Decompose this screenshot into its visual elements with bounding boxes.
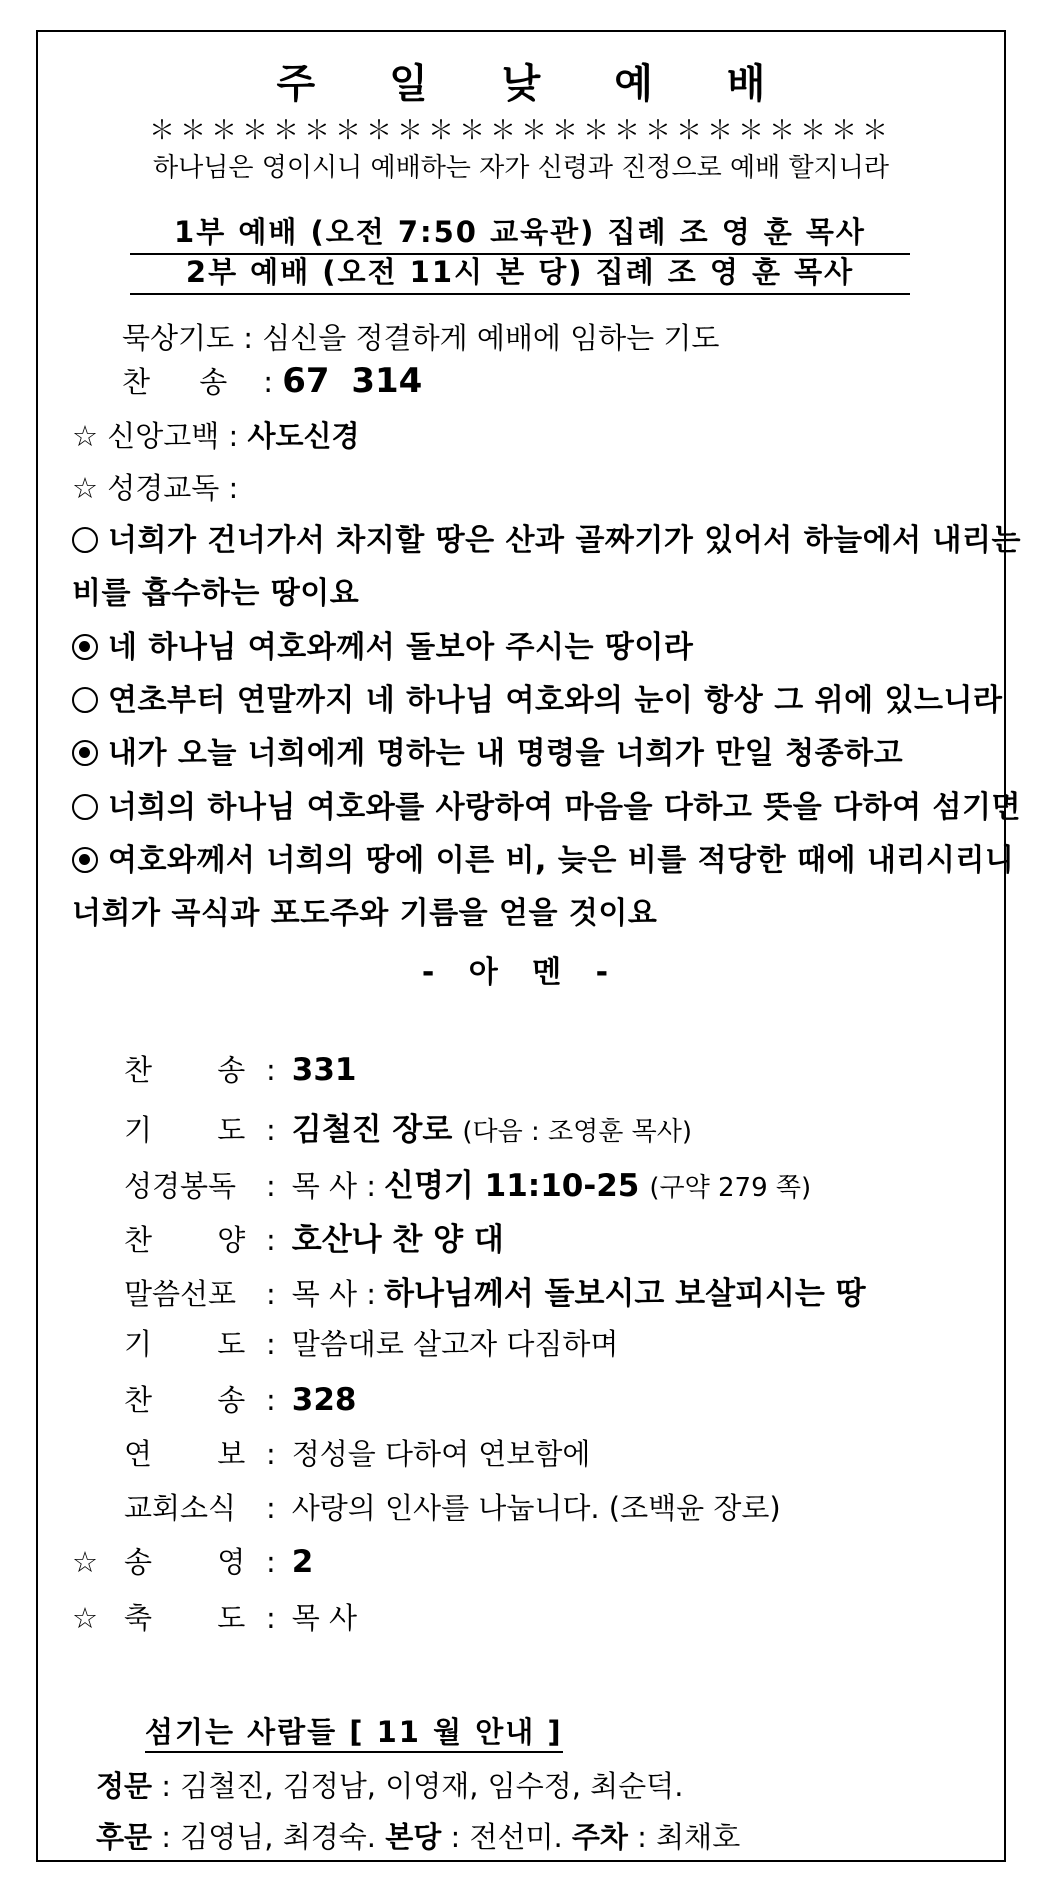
order-label: 축 도 bbox=[124, 1601, 246, 1635]
order-row bbox=[72, 1378, 357, 1419]
amen: - 아 멘 - bbox=[421, 955, 621, 990]
order-label: 연 보 bbox=[124, 1437, 246, 1471]
service-line-2: 2부 예배 (오전 11시 본 당) 집례 조 영 훈 목사 bbox=[130, 250, 910, 295]
creed-value: 사도신경 bbox=[247, 419, 360, 453]
hymn-label: 찬 송 bbox=[122, 365, 248, 399]
order-row bbox=[72, 1048, 357, 1089]
creed-label: 신앙고백 bbox=[107, 419, 220, 453]
servers-row-1 bbox=[96, 1764, 683, 1805]
page-title: 주 일 낮 예 배 bbox=[276, 61, 796, 107]
reading-text: 너희가 곡식과 포도주와 기름을 얻을 것이요 bbox=[72, 896, 658, 931]
colon: : bbox=[263, 365, 273, 399]
silent-prayer-label: 묵상기도 bbox=[122, 321, 235, 355]
colon: : bbox=[266, 1437, 276, 1471]
order-value: 호산나 찬 양 대 bbox=[291, 1222, 504, 1258]
colon: : bbox=[266, 1327, 276, 1361]
hymn-value: 67 314 bbox=[282, 361, 423, 401]
order-label: 말씀선포 bbox=[124, 1277, 237, 1311]
order-note: (다음 : 조영훈 목사) bbox=[462, 1117, 692, 1147]
order-prefix: 목 사 : bbox=[291, 1277, 377, 1311]
order-label: 송 영 bbox=[124, 1545, 246, 1579]
order-row bbox=[72, 1214, 504, 1259]
reading-line bbox=[72, 888, 657, 932]
reading-line bbox=[72, 515, 1021, 559]
verse-line: 하나님은 영이시니 예배하는 자가 신령과 진정으로 예배 할지니라 bbox=[153, 153, 889, 183]
reading-text: 여호와께서 너희의 땅에 이른 비, 늦은 비를 적당한 때에 내리시리니 bbox=[108, 843, 1015, 878]
colon: : bbox=[228, 471, 239, 505]
reading-text: 네 하나님 여호와께서 돌보아 주시는 땅이라 bbox=[108, 630, 694, 665]
order-value: 정성을 다하여 연보함에 bbox=[291, 1437, 591, 1471]
filled-circle-icon bbox=[72, 740, 98, 766]
front-gate-value: : 김철진, 김정남, 이영재, 임수정, 최순덕. bbox=[161, 1769, 684, 1803]
colon: : bbox=[266, 1545, 276, 1579]
reading-text: 비를 흡수하는 땅이요 bbox=[72, 576, 360, 611]
colon: : bbox=[243, 321, 254, 355]
reading-line bbox=[72, 568, 359, 612]
reading-line bbox=[72, 835, 1014, 879]
colon: : bbox=[266, 1113, 276, 1147]
sanctuary-label: 본당 bbox=[385, 1820, 442, 1854]
order-value: 328 bbox=[291, 1382, 357, 1418]
hymn-row bbox=[122, 360, 422, 401]
colon: : bbox=[266, 1601, 276, 1635]
filled-circle-icon bbox=[72, 634, 98, 660]
sanctuary-value: : 전선미. bbox=[450, 1820, 563, 1854]
star-divider: ＊＊＊＊＊＊＊＊＊＊＊＊＊＊＊＊＊＊＊＊＊＊＊＊ bbox=[148, 116, 893, 146]
order-value: 김철진 장로 bbox=[291, 1112, 453, 1148]
reading-line bbox=[72, 782, 1021, 826]
order-note: (구약 279 쪽) bbox=[649, 1173, 812, 1203]
open-circle-icon bbox=[72, 794, 98, 820]
reading-text: 너희의 하나님 여호와를 사랑하여 마음을 다하고 뜻을 다하여 섬기면 bbox=[108, 790, 1021, 825]
order-value: 말씀대로 살고자 다짐하며 bbox=[291, 1327, 619, 1361]
colon: : bbox=[266, 1383, 276, 1417]
reading-text: 연초부터 연말까지 네 하나님 여호와의 눈이 항상 그 위에 있느니라 bbox=[108, 683, 1003, 718]
colon: : bbox=[228, 419, 239, 453]
order-row bbox=[72, 1486, 781, 1527]
reading-text: 너희가 건너가서 차지할 땅은 산과 골짜기가 있어서 하늘에서 내리는 bbox=[108, 523, 1021, 558]
servers-row-2 bbox=[96, 1815, 740, 1856]
silent-prayer-value: 심신을 정결하게 예배에 임하는 기도 bbox=[262, 321, 720, 355]
order-label: 기 도 bbox=[124, 1113, 246, 1147]
colon: : bbox=[266, 1277, 276, 1311]
order-prefix: 목 사 : bbox=[291, 1169, 377, 1203]
order-label: 교회소식 bbox=[124, 1491, 237, 1525]
parking-value: : 최채호 bbox=[637, 1820, 741, 1854]
colon: : bbox=[266, 1053, 276, 1087]
open-circle-icon bbox=[72, 527, 98, 553]
order-value: 331 bbox=[291, 1052, 357, 1088]
order-row bbox=[72, 1322, 618, 1363]
reading-line bbox=[72, 675, 1002, 719]
bulletin-frame bbox=[36, 30, 1006, 1862]
star-icon: ☆ bbox=[72, 471, 98, 505]
order-value: 목 사 bbox=[291, 1601, 358, 1635]
service-line-1: 1부 예배 (오전 7:50 교육관) 집례 조 영 훈 목사 bbox=[130, 210, 910, 255]
colon: : bbox=[266, 1491, 276, 1525]
order-row bbox=[72, 1432, 590, 1473]
order-label: 찬 송 bbox=[124, 1383, 246, 1417]
creed-row bbox=[72, 414, 360, 455]
order-row bbox=[72, 1160, 811, 1205]
filled-circle-icon bbox=[72, 847, 98, 873]
order-row bbox=[72, 1104, 692, 1149]
open-circle-icon bbox=[72, 687, 98, 713]
back-gate-label: 후문 bbox=[96, 1820, 153, 1854]
order-label: 찬 송 bbox=[124, 1053, 246, 1087]
order-label: 기 도 bbox=[124, 1327, 246, 1361]
order-value: 사랑의 인사를 나눕니다. (조백윤 장로) bbox=[291, 1491, 781, 1525]
star-icon: ☆ bbox=[72, 419, 98, 453]
reading-line bbox=[72, 728, 903, 772]
order-value: 2 bbox=[291, 1544, 314, 1580]
parking-label: 주차 bbox=[571, 1820, 628, 1854]
back-gate-value: : 김영님, 최경숙. bbox=[161, 1820, 376, 1854]
order-value: 신명기 11:10-25 bbox=[384, 1168, 640, 1204]
silent-prayer-row bbox=[122, 316, 719, 357]
order-row bbox=[72, 1268, 866, 1313]
order-row bbox=[72, 1596, 357, 1637]
star-icon: ☆ bbox=[72, 1545, 98, 1579]
reading-line bbox=[72, 622, 693, 666]
reading-row bbox=[72, 466, 238, 507]
order-label: 성경봉독 bbox=[124, 1169, 237, 1203]
star-icon: ☆ bbox=[72, 1601, 98, 1635]
order-label: 찬 양 bbox=[124, 1223, 246, 1257]
order-value: 하나님께서 돌보시고 보살피시는 땅 bbox=[384, 1276, 866, 1312]
servers-title: 섬기는 사람들 [ 11 월 안내 ] bbox=[145, 1710, 563, 1753]
order-row bbox=[72, 1540, 313, 1581]
colon: : bbox=[266, 1169, 276, 1203]
front-gate-label: 정문 bbox=[96, 1769, 153, 1803]
reading-label: 성경교독 bbox=[107, 471, 220, 505]
reading-text: 내가 오늘 너희에게 명하는 내 명령을 너희가 만일 청종하고 bbox=[108, 736, 904, 771]
colon: : bbox=[266, 1223, 276, 1257]
